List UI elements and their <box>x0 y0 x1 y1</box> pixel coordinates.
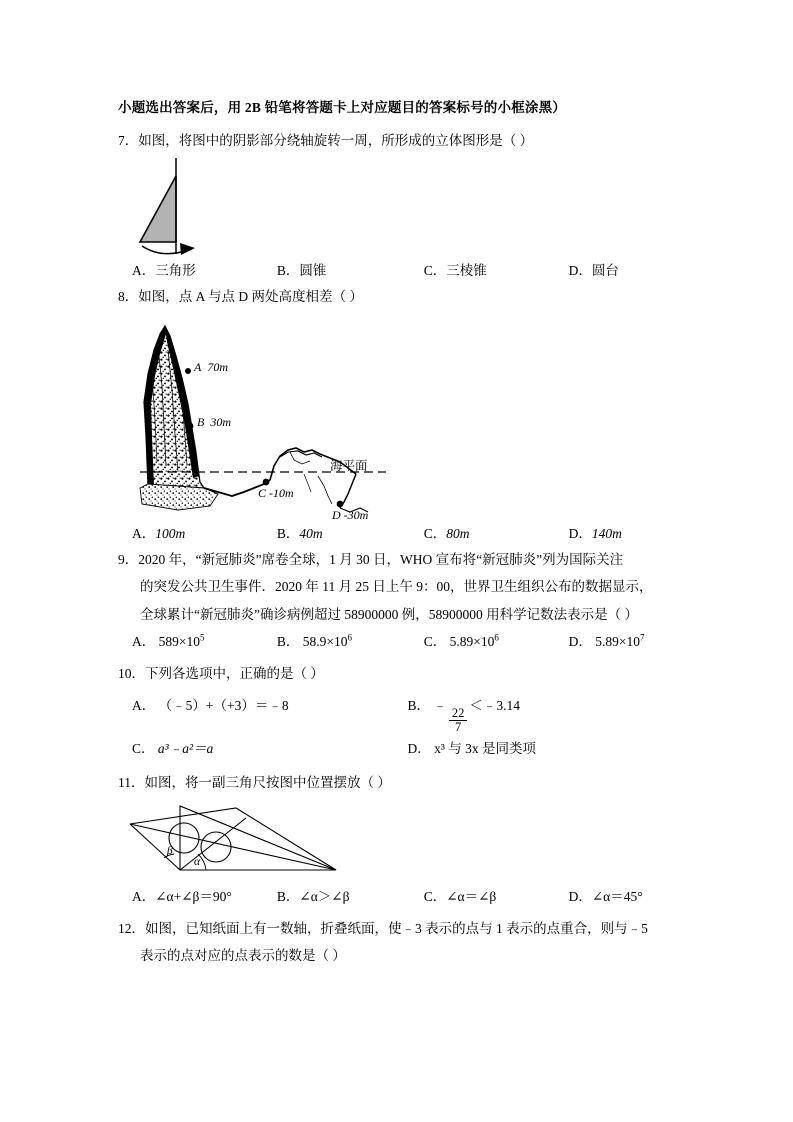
question-7-figure <box>118 158 683 258</box>
label-point-b: B 30m <box>197 415 232 429</box>
question-8-stem <box>118 284 683 310</box>
question-12-text-1: 如图，已知纸面上有一数轴，折叠纸面，使﹣3 表示的点与 1 表示的点重合，则与﹣5 <box>145 921 648 937</box>
question-11-number: 11． <box>118 775 145 791</box>
option-7-a[interactable]: A．三角形 <box>132 263 196 278</box>
underwater-detail <box>318 476 332 504</box>
question-7-options <box>132 258 683 284</box>
question-9-stem-line-2: 的突发公共卫生事件．2020 年 11 月 25 日上午 9：00，世界卫生组织公布的数据显示， <box>140 579 653 594</box>
island-detail <box>290 452 310 464</box>
underwater-detail <box>304 474 311 492</box>
fraction-22-over-7: $\frac{22}{7}$ <box>449 707 468 734</box>
question-7-stem <box>118 128 683 154</box>
label-point-c: C -10m <box>258 486 294 500</box>
ruler-hole-right <box>201 832 231 862</box>
question-9-options <box>132 629 683 655</box>
question-10-stem <box>118 661 683 687</box>
option-9-d[interactable]: D． $5.89\times 10^7$ <box>568 632 645 649</box>
set-squares-diagram <box>118 798 368 884</box>
triangle-ruler-upper <box>130 808 336 870</box>
page-content <box>118 98 683 970</box>
question-10-number: 10． <box>118 666 145 681</box>
rotation-arrow-head-icon <box>180 243 195 255</box>
question-9-stem-line-1 <box>118 547 683 573</box>
option-7-d[interactable]: D．圆台 <box>568 263 619 278</box>
option-10-b[interactable]: B． ﹣ $\frac{22}{7}$ ＜﹣3.14 <box>407 698 521 735</box>
sea-level-label: 海平面 <box>330 459 368 473</box>
question-7-text: 如图，将图中的阴影部分绕轴旋转一周，所形成的立体图形是（ ） <box>138 133 534 148</box>
question-11-text: 如图，将一副三角尺按图中位置摆放（ ） <box>144 775 391 791</box>
point-marker-b <box>187 423 194 430</box>
question-12-number: 12． <box>118 921 145 937</box>
rotation-solid-diagram <box>118 158 358 258</box>
option-10-c[interactable]: C． a³﹣a²＝a <box>132 741 214 757</box>
point-marker-d <box>337 501 344 508</box>
option-9-a[interactable]: A． $589\times 10^5$ <box>132 632 205 649</box>
question-9-text-1: 2020 年，“新冠肺炎”席卷全球，1 月 30 日，WHO 宣布将“新冠肺炎”列为国际关注 <box>138 552 624 567</box>
shaded-triangle-icon <box>140 176 176 242</box>
angle-label-alpha: α <box>194 856 201 869</box>
option-11-c[interactable]: C．∠α＝∠β <box>423 889 497 905</box>
question-11-stem <box>118 770 683 796</box>
point-marker-c <box>263 479 270 486</box>
question-9-stem-line-3: 全球累计“新冠肺炎”确诊病例超过 58900000 例，58900000 用科学记数法表示是（ ） <box>140 607 638 622</box>
question-8-text: 如图，点 A 与点 D 两处高度相差（ ） <box>138 289 363 304</box>
label-point-a: A 70m <box>194 360 229 374</box>
question-8-figure <box>118 316 683 521</box>
option-7-b[interactable]: B．圆锥 <box>276 263 327 278</box>
question-11-options <box>132 884 683 910</box>
question-8-number: 8． <box>118 289 139 304</box>
option-11-b[interactable]: B．∠α＞∠β <box>276 889 350 905</box>
option-7-c[interactable]: C．三棱锥 <box>423 263 487 278</box>
option-10-d[interactable]: D． x³ 与 3x 是同类项 <box>407 741 537 757</box>
option-8-c[interactable]: C．80m <box>423 526 470 541</box>
option-10-a[interactable]: A． （﹣5）+（+3）＝﹣8 <box>132 698 289 713</box>
point-marker-a <box>185 368 191 374</box>
question-10-text: 下列各选项中，正确的是（ ） <box>145 666 324 681</box>
question-8-options <box>132 521 683 547</box>
question-7-number: 7． <box>118 133 139 148</box>
option-11-a[interactable]: A．∠α+∠β＝90° <box>132 889 232 905</box>
label-point-d: D -30m <box>332 508 369 522</box>
question-11-figure <box>118 798 683 884</box>
question-12-stem-line-1 <box>118 916 683 942</box>
option-9-b[interactable]: B． $58.9\times 10^6$ <box>276 632 353 649</box>
option-11-d[interactable]: D．∠α＝45° <box>568 889 643 905</box>
angle-label-beta: β <box>167 845 173 858</box>
option-8-b[interactable]: B．40m <box>276 526 323 541</box>
instruction-header: 小题选出答案后，用 2B 铅笔将答题卡上对应题目的答案标号的小框涂黑） <box>118 100 567 115</box>
question-12-stem-line-2: 表示的点对应的点表示的数是（ ） <box>140 948 346 964</box>
question-10-options-row-2 <box>132 734 683 764</box>
option-9-c[interactable]: C． $5.89\times 10^6$ <box>423 632 499 649</box>
option-8-a[interactable]: A．100m <box>132 526 186 541</box>
option-8-d[interactable]: D．140m <box>568 526 622 541</box>
question-10-options-row-1 <box>132 691 683 734</box>
question-9-number: 9． <box>118 552 139 567</box>
